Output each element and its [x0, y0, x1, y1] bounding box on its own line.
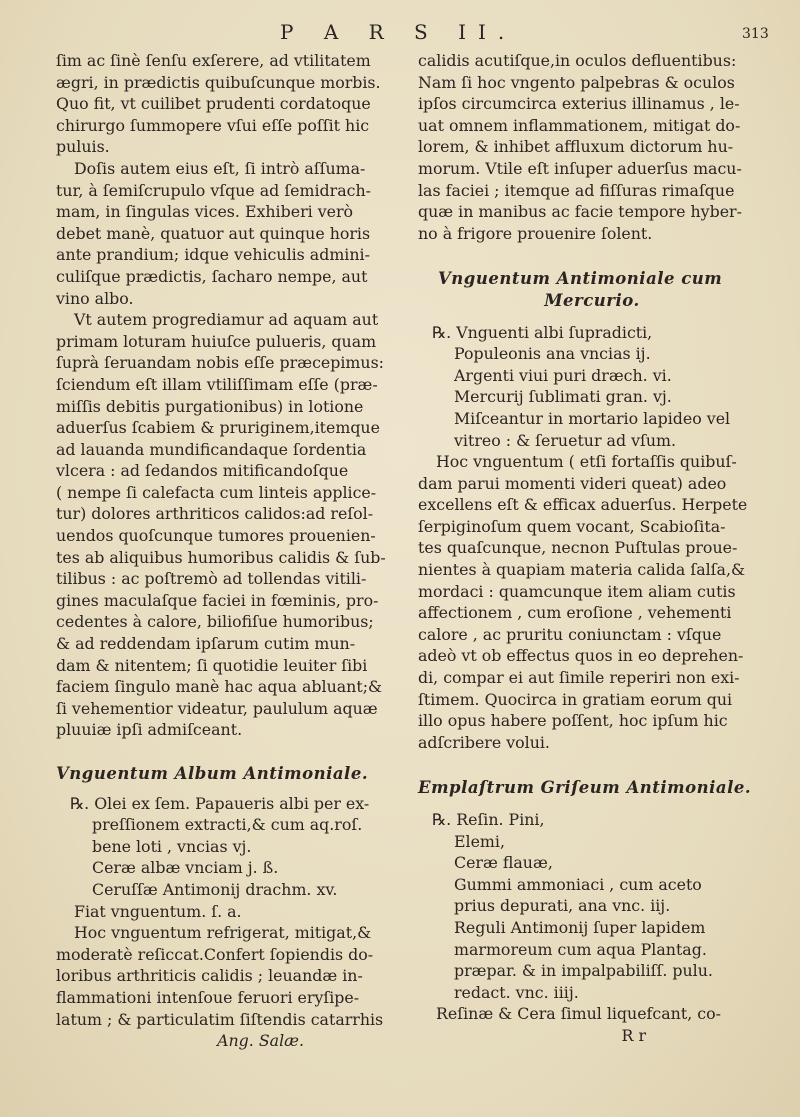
recipe-line: ℞. Vnguenti albi ſupradicti,	[432, 322, 653, 342]
text-line: las faciei ; itemque ad fiſſuras rimaſque	[418, 180, 735, 200]
text-line: Hoc vnguentum refrigerat, mitigat,&	[74, 923, 372, 943]
text-line: ſerpiginoſum quem vocant, Scabioſita-	[418, 516, 726, 536]
text-line: loribus arthriticis calidis ; leuandæ in-	[56, 966, 363, 986]
text-line: ægri, in prædictis quibuſcunque morbis.	[56, 72, 381, 92]
section-heading: Vnguentum Album Antimoniale.	[56, 764, 369, 783]
recipe-line: Ceræ flauæ,	[454, 853, 553, 873]
recipe-line: ℞. Olei ex ſem. Papaueris albi per ex-	[70, 793, 370, 813]
section-heading: Emplaſtrum Griſeum Antimoniale.	[418, 778, 752, 798]
recipe-line: marmoreum cum aqua Plantag.	[454, 939, 707, 959]
text-line: uendos quoſcunque tumores prouenien-	[56, 526, 376, 546]
recipe-line: Ceruſſæ Antimonij drachm. xv.	[92, 879, 338, 899]
signature-mark: Ang. Salæ.	[217, 1031, 304, 1051]
recipe-line: Elemi,	[454, 831, 505, 851]
paragraph	[56, 158, 384, 309]
text-line: culiſque prædictis, ſacharo nempe, aut	[56, 266, 368, 286]
recipe-line: Ceræ albæ vnciam j. ß.	[92, 858, 279, 878]
paragraph	[56, 50, 384, 158]
recipe-line: preſſionem extracti,& cum aq.roſ.	[92, 815, 363, 835]
recipe-line: Mercurij ſublimati gran. vj.	[454, 387, 672, 407]
text-line: di, compar ei aut ſimile reperiri non exi-	[418, 668, 740, 688]
recipe-line: Populeonis ana vncias ij.	[454, 344, 651, 364]
text-line: vlcera : ad ſedandos mitificandoſque	[56, 461, 349, 481]
text-line: ſim ac ſinè ſenſu exſerere, ad vtilitatem	[56, 51, 371, 70]
text-line: miſſis debitis purgationibus) in lotione	[56, 396, 364, 416]
text-line: ad lauanda mundificandaque ſordentia	[56, 439, 367, 459]
recipe-line: bene loti , vncias vj.	[92, 836, 252, 856]
recipe-line: Reſinæ & Cera ſimul liquefcant, co-	[436, 1004, 721, 1024]
paragraph	[56, 309, 384, 741]
text-line: Nam ſi hoc vngento palpebras & oculos	[418, 72, 735, 92]
section-heading: Mercurio.	[544, 290, 640, 310]
text-line: dam parui momenti videri queat) adeo	[418, 473, 727, 493]
text-line: cedentes à calore, biliofiſue humoribus;	[56, 612, 374, 632]
text-line: uat omnem inflammationem, mitigat do-	[418, 115, 741, 135]
text-line: flammationi intenſoue feruori eryſipe-	[56, 987, 360, 1007]
text-line: mam, in ſingulas vices. Exhiberi verò	[56, 202, 354, 222]
text-line: dam & nitentem; ſi quotidie leuiter ſibi	[56, 655, 368, 675]
text-line: & ad reddendam ipſarum cutim mun-	[56, 634, 356, 654]
text-line: calore , ac pruritu coniunctam : vſque	[418, 624, 722, 644]
text-line: aduerſus ſcabiem & pruriginem,itemque	[56, 418, 380, 438]
text-line: ſtimem. Quocirca in gratiam eorum qui	[418, 689, 733, 709]
text-line: no à frigore prouenire ſolent.	[418, 223, 653, 243]
recipe-line: redact. vnc. iiij.	[454, 982, 579, 1002]
text-line: tilibus : ac poſtremò ad tollendas vitili-	[56, 569, 367, 589]
text-line: adeò vt ob effectus quos in eo deprehen-	[418, 646, 744, 666]
section-heading: Vnguentum Antimoniale cum	[438, 269, 723, 289]
text-line: pluuiæ ipſi admiſceant.	[56, 720, 243, 740]
text-line: moderatè reſiccat.Confert ſopiendis do-	[56, 944, 374, 964]
text-line: ante prandium; idque vehiculis admini-	[56, 245, 370, 265]
paragraph	[56, 922, 384, 1030]
text-line: mordaci : quamcunque item aliam cutis	[418, 581, 736, 601]
text-line: tes ab aliquibus humoribus calidis & ſub-	[56, 547, 386, 567]
text-line: debet manè, quatuor aut quinque horis	[56, 223, 371, 243]
text-line: lorem, & inhibet affluxum dictorum hu-	[418, 137, 734, 157]
recipe-line: ℞. Reſin. Pini,	[432, 810, 545, 829]
text-line: quæ in manibus ac facie tempore hyber-	[418, 202, 742, 222]
text-line: nientes à quapiam materia calida ſalſa,&	[418, 560, 746, 580]
text-line: ſciendum eſt illam vtiliſſimam eſſe (præ-	[56, 374, 378, 394]
text-line: morum. Vtile eſt inſuper aduerſus macu-	[418, 158, 742, 178]
text-line: faciem ſingulo manè hac aqua abluant;&	[56, 677, 383, 697]
recipe-line: Reguli Antimonij ſuper lapidem	[454, 917, 706, 937]
paragraph	[418, 451, 766, 753]
catchword: R r	[621, 1025, 646, 1045]
text-line: calidis acutiſque,in oculos defluentibus:	[418, 51, 737, 70]
text-line: ( nempe ſi calefacta cum linteis applice-	[56, 482, 377, 502]
recipe-line: præpar. & in impalpabiliſſ. pulu.	[454, 961, 713, 981]
text-line: tes quaſcunque, necnon Puſtulas proue-	[418, 538, 738, 558]
recipe-line: Gummi ammoniaci , cum aceto	[454, 874, 702, 894]
right-column	[418, 50, 766, 1047]
text-line: ſi vehementior videatur, paululum aquæ	[56, 698, 378, 718]
text-line: excellens eſt & efficax aduerſus. Herpete	[418, 495, 748, 515]
text-line: tur, à ſemiſcrupulo vſque ad ſemidrach-	[56, 180, 371, 200]
text-line: Doſis autem eius eſt, ſi intrò aſſuma-	[74, 158, 366, 178]
recipe-line: Fiat vnguentum. ſ. a.	[74, 901, 242, 921]
text-line: affectionem , cum eroſione , vehementi	[418, 603, 732, 623]
text-line: ipſos circumcirca exterius illinamus , le-	[418, 94, 740, 114]
left-column	[56, 50, 384, 1052]
running-head-title: P A R S II.	[280, 20, 517, 44]
recipe	[418, 322, 766, 452]
running-head	[0, 18, 800, 48]
text-line: illo opus habere poſſent, hoc ipſum hic	[418, 711, 728, 731]
text-line: latum ; & particulatim ſiſtendis catarrhis	[56, 1009, 384, 1029]
text-line: gines maculaſque faciei in fœminis, pro-	[56, 590, 379, 610]
text-line: puluis.	[56, 137, 110, 157]
text-line: tur) dolores arthriticos calidos:ad reſol-	[56, 504, 374, 524]
recipe-line: prius depurati, ana vnc. iij.	[454, 896, 671, 916]
recipe	[418, 809, 766, 1025]
text-line: ſuprà ſeruandam nobis eſſe præcepimus:	[56, 353, 385, 373]
text-line: Vt autem progrediamur ad aquam aut	[74, 310, 379, 330]
paragraph	[418, 50, 766, 244]
text-line: Hoc vnguentum ( etſi fortaſſis quibuſ-	[436, 452, 737, 472]
text-line: adſcribere volui.	[418, 732, 550, 752]
recipe-line: vitreo : & ſeruetur ad vſum.	[454, 430, 677, 450]
text-line: Quo fit, vt cuilibet prudenti cordatoque	[56, 94, 371, 114]
recipe-line: Miſceantur in mortario lapideo vel	[454, 408, 731, 428]
recipe	[56, 793, 384, 923]
page-number: 313	[742, 26, 769, 42]
text-line: chirurgo ſummopere vſui eſſe poſſit hic	[56, 115, 370, 135]
text-line: primam loturam huiuſce pulueris, quam	[56, 331, 377, 351]
recipe-line: Argenti viui puri dræch. vi.	[454, 365, 672, 385]
text-line: vino albo.	[56, 288, 134, 308]
